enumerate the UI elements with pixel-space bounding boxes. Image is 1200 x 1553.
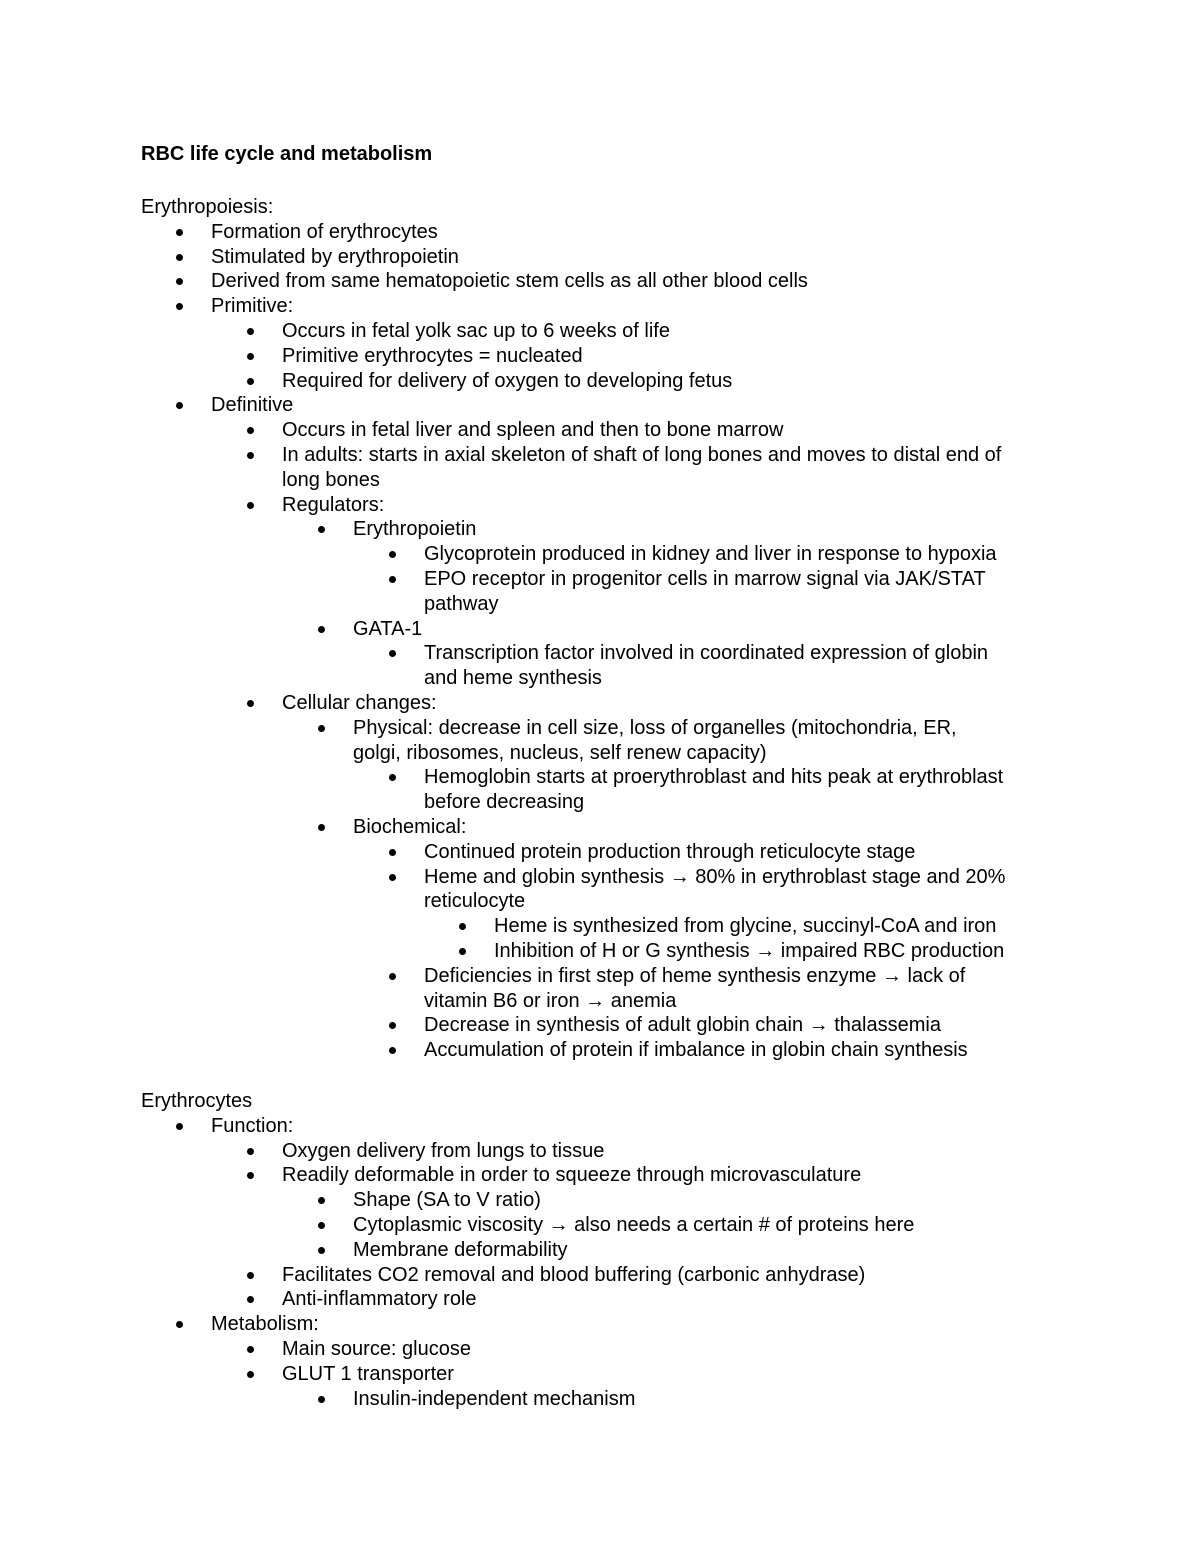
bullet-icon xyxy=(389,1047,396,1054)
list-item: Regulators: xyxy=(282,493,385,516)
list-item: long bones xyxy=(282,468,380,491)
bullet-icon xyxy=(176,254,183,261)
list-item: Metabolism: xyxy=(211,1313,319,1336)
bullet-icon xyxy=(247,328,254,335)
list-item: Biochemical: xyxy=(353,816,467,838)
bullet-icon xyxy=(247,700,254,707)
list-item: Formation of erythrocytes xyxy=(211,220,438,243)
bullet-icon xyxy=(247,1346,254,1353)
list-item: GATA-1 xyxy=(353,617,423,640)
list-item: Occurs in fetal liver and spleen and then to bone marrow xyxy=(282,419,784,442)
bullet-icon xyxy=(318,1222,325,1229)
bullet-icon xyxy=(176,229,183,236)
bullet-icon xyxy=(176,1321,183,1328)
list-item: Continued protein production through reticulocyte stage xyxy=(424,840,916,863)
list-item: Accumulation of protein if imbalance in globin chain synthesis xyxy=(424,1039,968,1062)
list-item: Cytoplasmic viscosity → also needs a certain # of proteins here xyxy=(353,1214,915,1236)
section-heading: Erythropoiesis: xyxy=(141,196,274,218)
list-item: GLUT 1 transporter xyxy=(282,1362,454,1385)
list-item: Primitive: xyxy=(211,295,294,318)
list-item: Hemoglobin starts at proerythroblast and hits peak at erythroblast xyxy=(424,766,1004,789)
list-item: Required for delivery of oxygen to developing fetus xyxy=(282,369,733,392)
bullet-icon xyxy=(247,1296,254,1303)
bullet-icon xyxy=(389,1022,396,1029)
list-item: In adults: starts in axial skeleton of shaft of long bones and moves to distal end of xyxy=(282,444,1002,466)
list-item: Definitive xyxy=(211,394,294,417)
list-item: before decreasing xyxy=(424,791,585,814)
bullet-icon xyxy=(389,973,396,980)
list-item: pathway xyxy=(424,592,499,615)
list-item: Glycoprotein produced in kidney and liver in response to hypoxia xyxy=(424,543,997,566)
list-item: Decrease in synthesis of adult globin chain → thalassemia xyxy=(424,1014,941,1037)
list-item: golgi, ribosomes, nucleus, self renew capacity) xyxy=(353,741,767,764)
list-item: Oxygen delivery from lungs to tissue xyxy=(282,1139,605,1162)
bullet-icon xyxy=(247,502,254,509)
bullet-icon xyxy=(318,824,325,831)
bullet-icon xyxy=(176,278,183,285)
list-item: Deficiencies in first step of heme synthesis enzyme → lack of xyxy=(424,964,966,987)
list-item: vitamin B6 or iron → anemia xyxy=(424,989,677,1012)
bullet-icon xyxy=(247,427,254,434)
list-item: Erythropoietin xyxy=(353,518,477,541)
list-item: Main source: glucose xyxy=(282,1338,471,1360)
list-item: Occurs in fetal yolk sac up to 6 weeks of life xyxy=(282,320,670,342)
list-item: Heme and globin synthesis → 80% in erythroblast stage and 20% xyxy=(424,865,1006,888)
list-item: Transcription factor involved in coordinated expression of globin xyxy=(424,642,989,665)
bullet-icon xyxy=(247,378,254,385)
bullet-icon xyxy=(247,1371,254,1378)
list-item: reticulocyte xyxy=(424,890,526,913)
bullet-icon xyxy=(389,650,396,657)
bullet-icon xyxy=(247,1272,254,1279)
bullet-icon xyxy=(389,849,396,856)
list-item: and heme synthesis xyxy=(424,667,602,690)
bullet-icon xyxy=(389,576,396,583)
bullet-icon xyxy=(389,874,396,881)
list-item: Shape (SA to V ratio) xyxy=(353,1189,541,1212)
list-item: Inhibition of H or G synthesis → impaired RBC production xyxy=(494,940,1005,962)
bullet-icon xyxy=(176,402,183,409)
list-item: Anti-inflammatory role xyxy=(282,1288,477,1311)
bullet-icon xyxy=(389,551,396,558)
bullet-icon xyxy=(247,1172,254,1179)
list-item: Cellular changes: xyxy=(282,692,437,714)
bullet-icon xyxy=(176,1123,183,1130)
bullet-icon xyxy=(318,725,325,732)
bullet-icon xyxy=(247,1148,254,1155)
bullet-icon xyxy=(318,1396,325,1403)
list-item: Heme is synthesized from glycine, succinyl-CoA and iron xyxy=(494,915,997,938)
list-item: Stimulated by erythropoietin xyxy=(211,245,459,268)
bullet-icon xyxy=(318,1197,325,1204)
bullet-icon xyxy=(389,774,396,781)
list-item: Physical: decrease in cell size, loss of organelles (mitochondria, ER, xyxy=(353,716,957,739)
list-item: Readily deformable in order to squeeze through microvasculature xyxy=(282,1164,862,1187)
bullet-icon xyxy=(318,626,325,633)
list-item: Insulin-independent mechanism xyxy=(353,1387,636,1410)
bullet-icon xyxy=(247,353,254,360)
bullet-icon xyxy=(318,526,325,533)
bullet-icon xyxy=(459,948,466,955)
list-item: Function: xyxy=(211,1114,294,1137)
bullet-icon xyxy=(247,452,254,459)
list-item: EPO receptor in progenitor cells in marrow signal via JAK/STAT xyxy=(424,568,986,590)
bullet-icon xyxy=(459,923,466,930)
list-item: Derived from same hematopoietic stem cells as all other blood cells xyxy=(211,270,808,293)
list-item: Membrane deformability xyxy=(353,1238,568,1261)
bullet-icon xyxy=(318,1247,325,1254)
list-item: Primitive erythrocytes = nucleated xyxy=(282,344,583,367)
section-heading: Erythrocytes xyxy=(141,1090,253,1112)
bullet-icon xyxy=(176,303,183,310)
page-title: RBC life cycle and metabolism xyxy=(141,143,433,165)
list-item: Facilitates CO2 removal and blood buffering (carbonic anhydrase) xyxy=(282,1263,866,1286)
